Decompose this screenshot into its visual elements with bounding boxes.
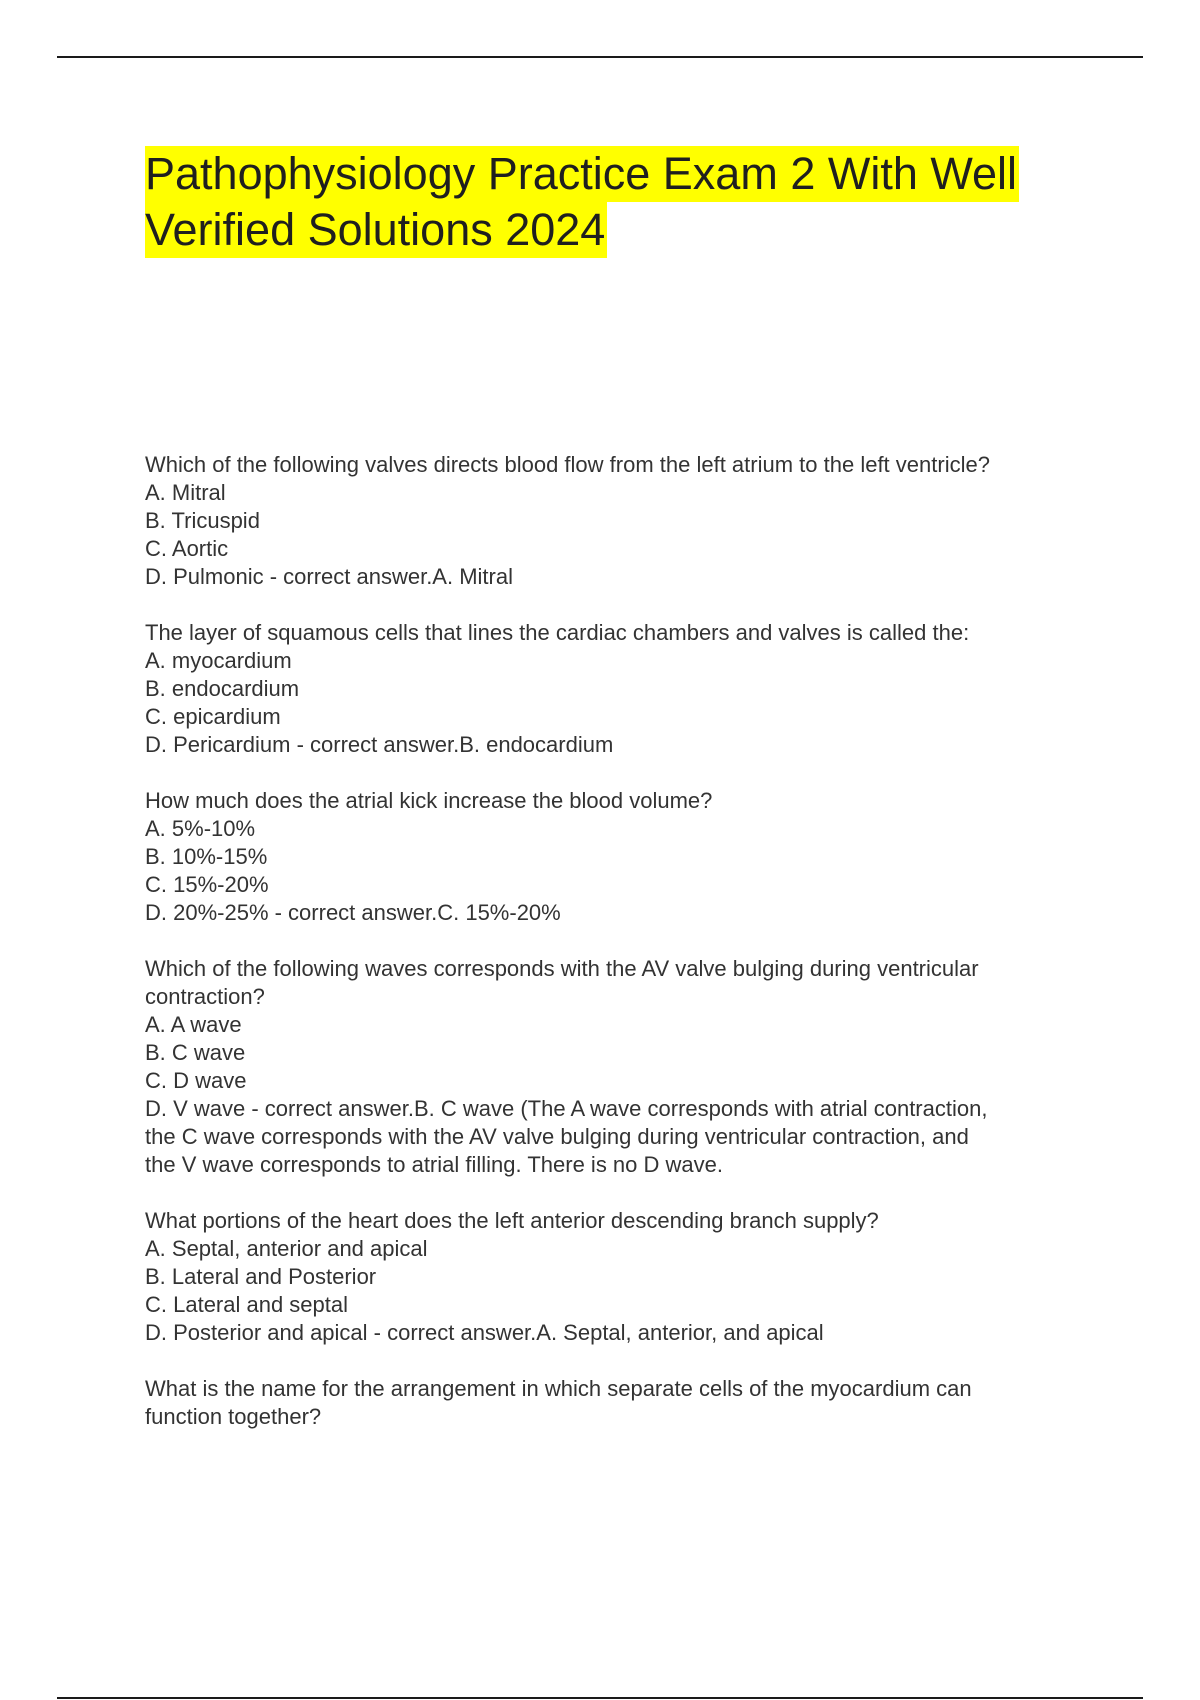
question-block-3	[145, 787, 1085, 927]
answer-option: C. Aortic	[145, 536, 229, 561]
answer-option-with-solution: D. Pericardium - correct answer.B. endocardium	[145, 732, 614, 757]
question-text: Which of the following waves corresponds with the AV valve bulging during ventricular	[145, 956, 979, 981]
question-block-2	[145, 619, 1085, 759]
answer-option: C. epicardium	[145, 704, 281, 729]
answer-option: A. myocardium	[145, 648, 292, 673]
title-line-1: Pathophysiology Practice Exam 2 With Well	[145, 146, 1019, 202]
question-block-5	[145, 1207, 1085, 1347]
answer-option-with-solution: D. Pulmonic - correct answer.A. Mitral	[145, 564, 513, 589]
question-text: How much does the atrial kick increase the blood volume?	[145, 788, 713, 813]
answer-option: B. endocardium	[145, 676, 300, 701]
solution-explanation: the V wave corresponds to atrial filling. There is no D wave.	[145, 1152, 723, 1177]
answer-option: A. Mitral	[145, 480, 226, 505]
question-text: Which of the following valves directs blood flow from the left atrium to the left ventricle?	[145, 452, 990, 477]
answer-option: B. 10%-15%	[145, 844, 268, 869]
answer-option: C. D wave	[145, 1068, 247, 1093]
solution-explanation: the C wave corresponds with the AV valve bulging during ventricular contraction, and	[145, 1124, 969, 1149]
question-text: function together?	[145, 1404, 322, 1429]
question-text: contraction?	[145, 984, 265, 1009]
answer-option: B. Lateral and Posterior	[145, 1264, 377, 1289]
answer-option-with-solution: D. 20%-25% - correct answer.C. 15%-20%	[145, 900, 561, 925]
answer-option: B. C wave	[145, 1040, 246, 1065]
question-text: What portions of the heart does the left anterior descending branch supply?	[145, 1208, 879, 1233]
answer-option: C. 15%-20%	[145, 872, 269, 897]
answer-option-with-solution: D. Posterior and apical - correct answer.A. Septal, anterior, and apical	[145, 1320, 824, 1345]
question-text: The layer of squamous cells that lines the cardiac chambers and valves is called the:	[145, 620, 970, 645]
answer-option-with-solution: D. V wave - correct answer.B. C wave (The A wave corresponds with atrial contraction,	[145, 1096, 988, 1121]
question-text: What is the name for the arrangement in which separate cells of the myocardium can	[145, 1376, 972, 1401]
answer-option: C. Lateral and septal	[145, 1292, 349, 1317]
answer-option: A. Septal, anterior and apical	[145, 1236, 428, 1261]
top-rule	[57, 56, 1143, 58]
question-block-4	[145, 955, 1085, 1179]
bottom-rule	[57, 1697, 1143, 1699]
answer-option: B. Tricuspid	[145, 508, 260, 533]
question-block-6	[145, 1375, 1085, 1431]
title-line-2: Verified Solutions 2024	[145, 202, 607, 258]
questions-list	[145, 451, 1085, 1459]
question-block-1	[145, 451, 1085, 591]
answer-option: A. 5%-10%	[145, 816, 256, 841]
answer-option: A. A wave	[145, 1012, 242, 1037]
document-title	[145, 146, 1095, 258]
